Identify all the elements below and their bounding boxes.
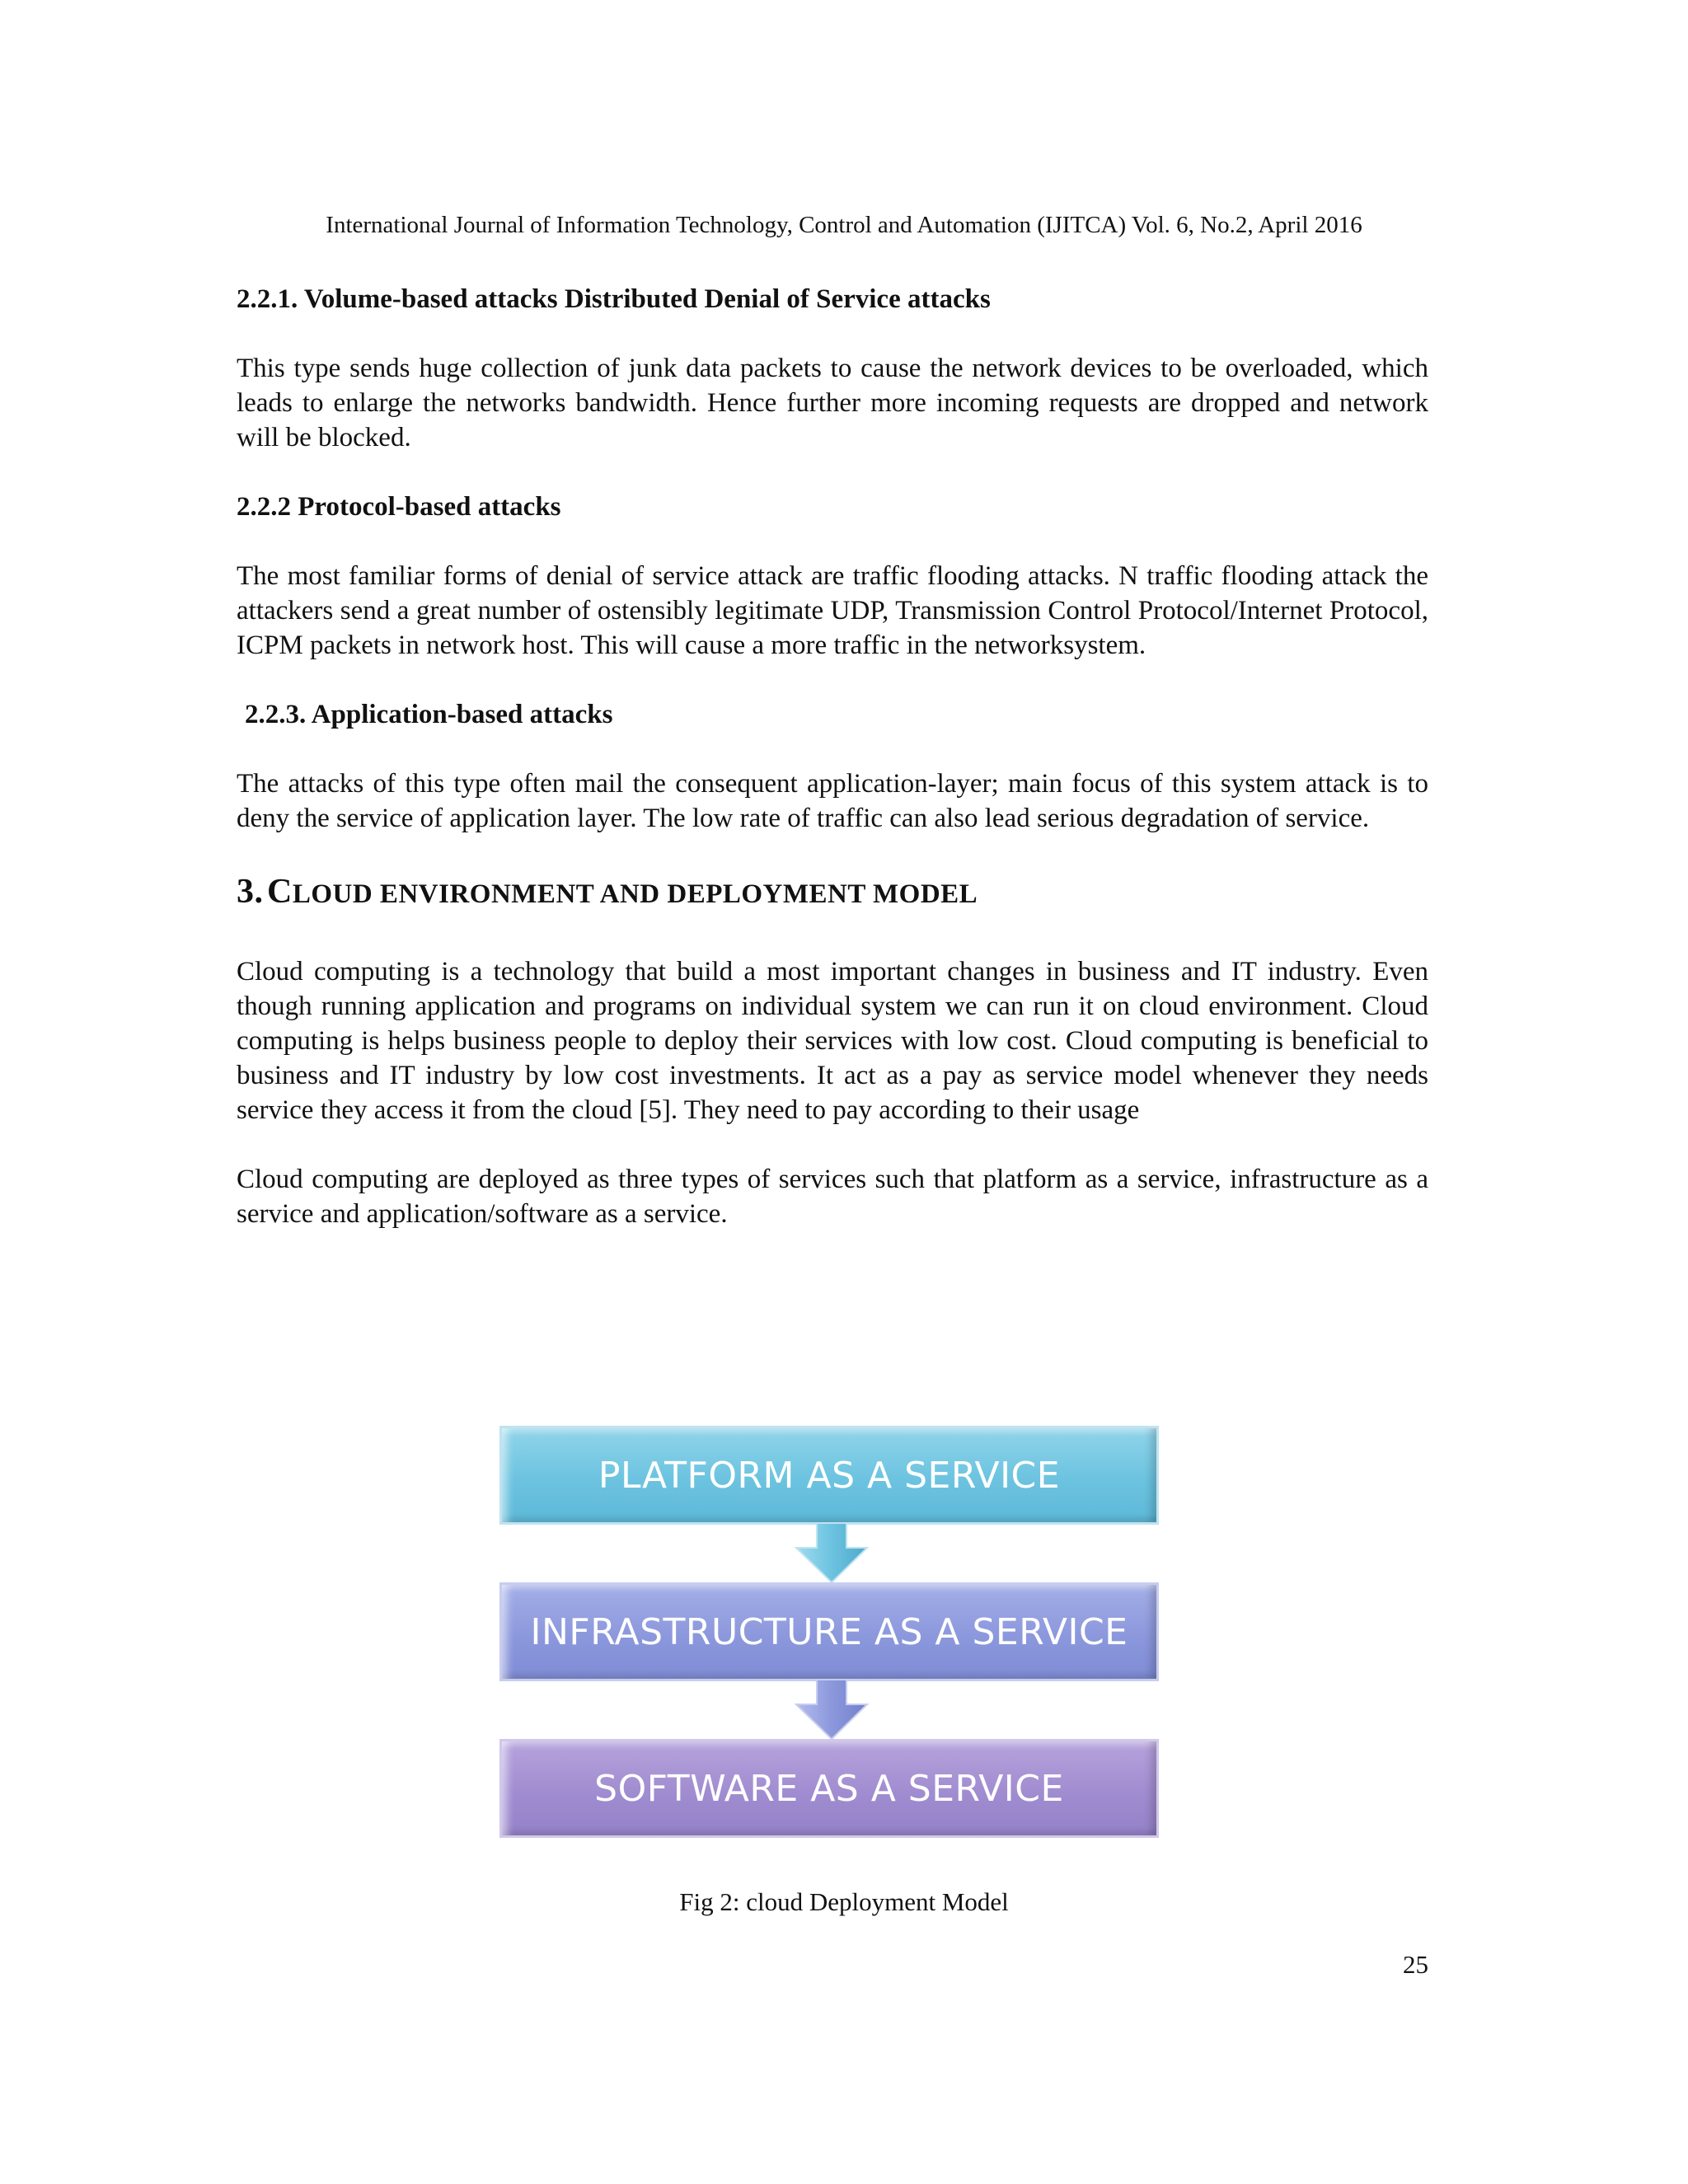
paragraph-2-2-3: The attacks of this type often mail the consequent application-layer; main focus of this system attack is to deny the service of application layer. The low rate of traffic can also lead serious degradation of service. [237,769,1428,833]
article-body [237,282,1428,1231]
page-number: 25 [1403,1950,1428,1979]
heading-2-2-1: 2.2.1. Volume-based attacks Distributed Denial of Service attacks [237,284,991,314]
box-software-label: SOFTWARE AS A SERVICE [594,1767,1064,1810]
box-infrastructure-label: INFRASTRUCTURE AS A SERVICE [530,1610,1128,1653]
box-infrastructure-as-a-service [499,1582,1159,1681]
figure-caption: Fig 2: cloud Deployment Model [679,1887,1009,1916]
down-arrow-icon [795,1523,869,1582]
paragraph-3-1: Cloud computing is a technology that build a most important changes in business and IT industry. Even though running application and programs on individual system we can run it on cloud environment. Cloud computing is helps business people to deploy their services with low cost. Cloud computing is beneficial to business and IT industry by low cost investments. It act as a pay as service model whenever they needs service they access it from the cloud [5]. They need to pay according to their usage [237,957,1428,1125]
running-header: International Journal of Information Technology, Control and Automation (IJITCA) Vol. 6, No.2, April 2016 [326,212,1362,238]
deployment-model-diagram [499,1426,1160,1843]
section-number: 3. [237,873,264,911]
box-software-as-a-service [499,1739,1159,1838]
heading-section-3 [237,871,1428,920]
heading-2-2-3: 2.2.3. Application-based attacks [245,700,613,729]
box-platform-label: PLATFORM AS A SERVICE [598,1454,1061,1497]
box-platform-as-a-service [499,1426,1159,1525]
heading-2-2-2: 2.2.2 Protocol-based attacks [237,492,561,522]
paragraph-2-2-2: The most familiar forms of denial of service attack are traffic flooding attacks. N traffic flooding attack the attackers send a great number of ostensibly legitimate UDP, Transmission Control Protocol/Internet Protocol, ICPM packets in network host. This will cause a more traffic in the networksystem. [237,561,1428,660]
section-heading-initial: C [267,873,293,911]
down-arrow-icon [795,1680,869,1739]
section-heading-rest: LOUD ENVIRONMENT AND DEPLOYMENT MODEL [292,879,978,909]
paragraph-2-2-1: This type sends huge collection of junk data packets to cause the network devices to be overloaded, which leads to enlarge the networks bandwidth. Hence further more incoming requests are dropped and network will be blocked. [237,354,1428,452]
paragraph-3-2: Cloud computing are deployed as three types of services such that platform as a service, infrastructure as a service and application/software as a service. [237,1165,1428,1229]
